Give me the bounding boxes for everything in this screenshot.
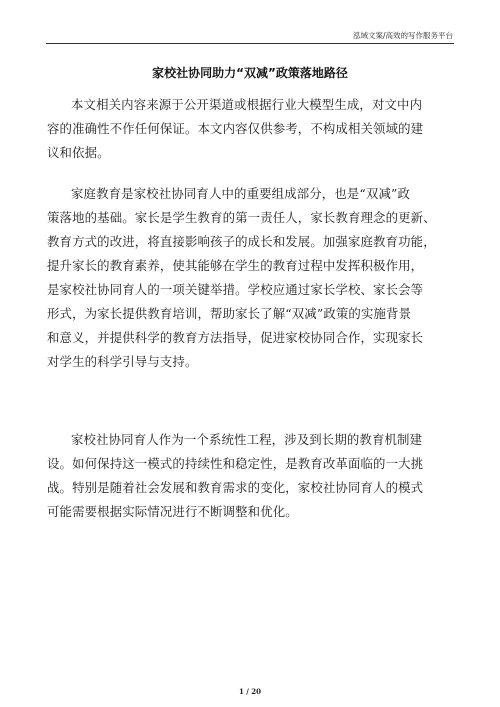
- document-title: 家校社协同助力“双减”政策落地路径: [152, 66, 348, 80]
- header-divider: [46, 43, 454, 44]
- paragraph-line: 和意义，并提供科学的教育方法指导，促进家校协同合作，实现家长: [47, 330, 424, 345]
- paragraph-line: 对学生的科学引导与支持。: [47, 354, 198, 369]
- paragraph-line: 提升家长的教育素养，使其能够在学生的教育过程中发挥积极作用，: [47, 258, 424, 273]
- paragraph-line: 教育方式的改进，将直接影响孩子的成长和发展。加强家庭教育功能，: [47, 234, 436, 249]
- paragraph-line: 本文相关内容来源于公开渠道或根据行业大模型生成，对文中内: [71, 97, 423, 112]
- paragraph-line: 家庭教育是家校社协同育人中的重要组成部分，也是“双减”政: [71, 186, 411, 201]
- paragraph-disclaimer: [47, 93, 467, 165]
- paragraph-collaboration: [47, 428, 467, 524]
- paragraph-line: 议和依据。: [47, 145, 110, 160]
- paragraph-line: 容的准确性不作任何保证。本文内容仅供参考，不构成相关领域的建: [47, 121, 424, 136]
- paragraph-family-education: [47, 182, 467, 374]
- header-brand-text: 泓域文案/高效的写作服务平台: [352, 31, 453, 40]
- paragraph-line: 战。特别是随着社会发展和教育需求的变化，家校社协同育人的模式: [47, 480, 424, 495]
- paragraph-line: 设。如何保持这一模式的持续性和稳定性，是教育改革面临的一大挑: [47, 456, 424, 471]
- paragraph-line: 是家校社协同育人的一项关键举措。学校应通过家长学校、家长会等: [47, 282, 424, 297]
- paragraph-line: 策落地的基础。家长是学生教育的第一责任人，家长教育理念的更新、: [47, 210, 436, 225]
- paragraph-line: 家校社协同育人作为一个系统性工程，涉及到长期的教育机制建: [71, 432, 423, 447]
- page-number: 1 / 20: [238, 687, 262, 696]
- paragraph-line: 可能需要根据实际情况进行不断调整和优化。: [47, 504, 298, 519]
- paragraph-line: 形式，为家长提供教育培训，帮助家长了解“双减”政策的实施背景: [47, 306, 412, 321]
